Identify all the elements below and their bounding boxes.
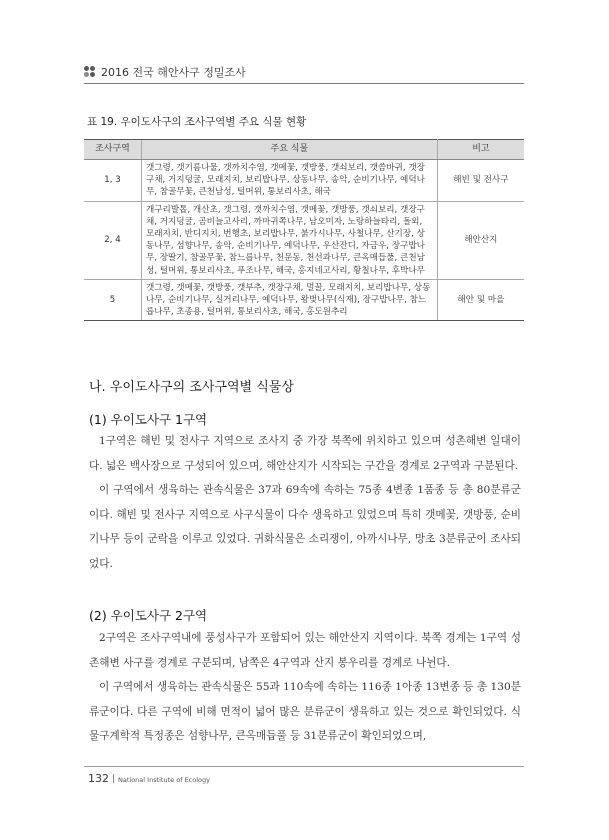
plants-cell: 갯그령, 갯기름나물, 갯까치수염, 갯메꽃, 갯방풍, 갯쇠보리, 갯씀바귀, 갯장구채, 거지덩굴, 모래지치, 보리밥나무, 상동나무, 송악, 순비기나무, 예덕나무, 참골무꽃, 큰천남성, 털머위, 통보리사초, 해국 (141, 160, 437, 202)
header-title: 2016 전국 해안사구 정밀조사 (101, 66, 246, 79)
paragraph: 이 구역에서 생육하는 관속식물은 55과 110속에 속하는 116종 1아종 13변종 등 총 130분류군이다. 다른 구역에 비해 면적이 넓어 많은 분류군이 생육하고 있는 것으로 확인되었다. 식물구계학적 특정종은 섬향나무, 큰옥매듭풀 등 31분류군이 확인되었으며, (89, 681, 521, 742)
subsection-2-body (89, 626, 521, 749)
footer-separator (113, 774, 114, 783)
column-header-plants: 주요 식물 (141, 140, 437, 160)
page-number: 132 (88, 772, 109, 785)
note-cell: 해빈 및 전사구 (437, 160, 524, 202)
paragraph: 2구역은 조사구역내에 풍성사구가 포함되어 있는 해안산지 지역이다. 북쪽 경계는 1구역 성촌해변 사구를 경계로 구분되며, 남쪽은 4구역과 산지 봉우리를 경계로 나뉜다. (89, 632, 521, 669)
section-heading: 나. 우이도사구의 조사구역별 식물상 (89, 380, 294, 395)
footer-divider (84, 766, 524, 767)
table-caption: 표 19. 우이도사구의 조사구역별 주요 식물 현황 (87, 116, 307, 128)
page-header (84, 62, 524, 84)
table-row (84, 201, 524, 279)
note-cell: 해안산지 (437, 201, 524, 279)
plants-table (84, 139, 524, 321)
subsection-1-body (89, 429, 521, 576)
subsection-heading-1: (1) 우이도사구 1구역 (89, 412, 208, 427)
table-row (84, 160, 524, 202)
plants-cell: 개구리발톱, 개산초, 갯그령, 갯까치수염, 갯메꽃, 갯방풍, 갯쇠보리, 갯장구채, 거지덩굴, 곰비늘고사리, 까마귀쪽나무, 남오미자, 노랑하늘타리, 돌외, 모래지치, 반디지치, 번행초, 보리밥나무, 붉가시나무, 사철나무, 산기장, 상동나무, 섬향나무, 송악, 순비기나무, 예덕나무, 우산잔디, 자금우, 장구밥나무, 장딸기, 참골무꽃, 참느릅나무, 천문동, 천선과나무, 큰옥매듭풀, 큰천남성, 털머위, 통보리사초, 푸조나무, 해국, 홍지네고사리, 황칠나무, 후박나무 (141, 201, 437, 279)
column-header-note: 비고 (437, 140, 524, 160)
column-header-area: 조사구역 (84, 140, 141, 160)
plants-cell: 갯그령, 갯메꽃, 갯방풍, 갯부추, 갯장구채, 멀꿀, 모래지치, 보리밥나무, 상동나무, 순비기나무, 실거리나무, 예덕나무, 왕벚나무(식재), 장구밥나무, 참느릅나무, 초종용, 털머위, 통보리사초, 해국, 홍도원추리 (141, 279, 437, 321)
note-cell: 해안 및 마을 (437, 279, 524, 321)
paragraph: 1구역은 해빈 및 전사구 지역으로 조사지 중 가장 북쪽에 위치하고 있으며 성촌해변 일대이다. 넓은 백사장으로 구성되어 있으며, 해안산지가 시작되는 구간을 경계로 2구역과 구분된다. (89, 435, 521, 472)
area-cell: 2, 4 (84, 201, 141, 279)
area-cell: 5 (84, 279, 141, 321)
header-divider (84, 83, 524, 84)
header-dots-icon (84, 66, 96, 78)
page-footer (88, 772, 210, 785)
table-row (84, 279, 524, 321)
subsection-heading-2: (2) 우이도사구 2구역 (89, 608, 208, 623)
paragraph: 이 구역에서 생육하는 관속식물은 37과 69속에 속하는 75종 4변종 1품종 등 총 80분류군이다. 해빈 및 전사구 지역으로 사구식물이 다수 생육하고 있었으며 특히 갯메꽃, 갯방풍, 순비기나무 등이 군락을 이루고 있었다. 귀화식물은 소리쟁이, 아까시나무, 망초 3분류군이 조사되었다. (89, 484, 521, 570)
footer-organization: National Institute of Ecology (118, 776, 210, 784)
table-header-row (84, 140, 524, 160)
area-cell: 1, 3 (84, 160, 141, 202)
